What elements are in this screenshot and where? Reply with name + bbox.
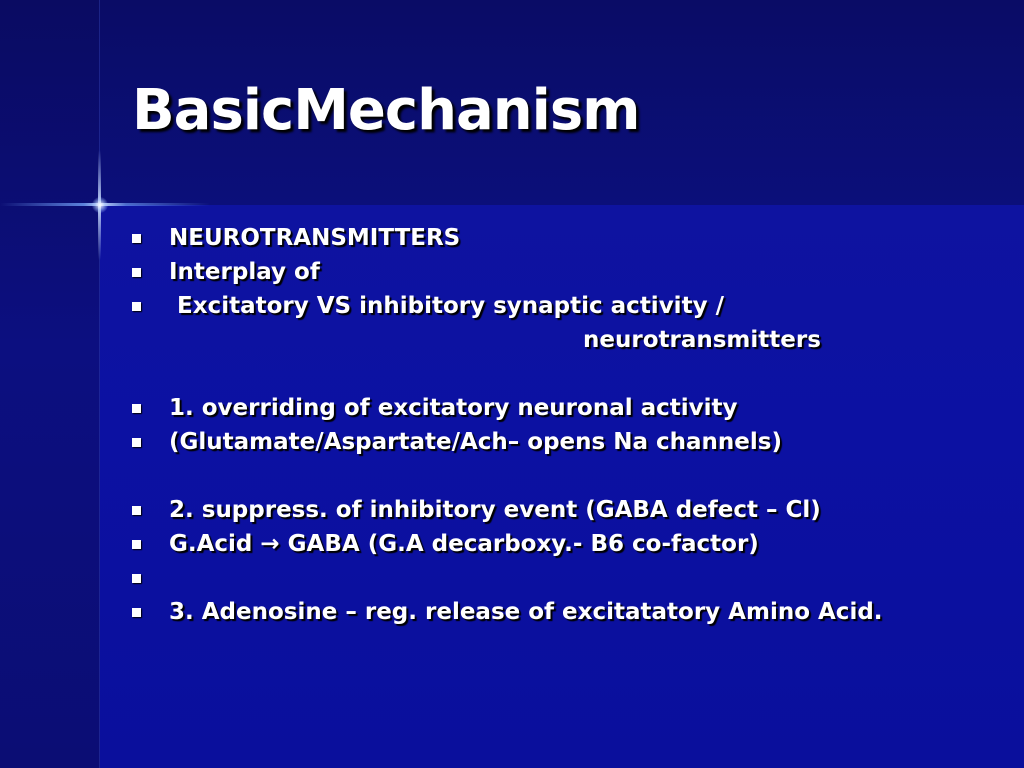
- bullet-item: [130, 255, 1000, 289]
- bullet-text: Excitatory VS inhibitory synaptic activity /: [169, 293, 724, 319]
- background-left-band: [0, 0, 100, 768]
- bullet-spacer: [130, 459, 1000, 493]
- bullet-text: 2. suppress. of inhibitory event (GABA defect – Cl): [169, 497, 821, 523]
- square-bullet-icon: [132, 404, 141, 413]
- bullet-item: [130, 595, 1000, 629]
- square-bullet-icon: [132, 268, 141, 277]
- bullet-text: G.Acid → GABA (G.A decarboxy.- B6 co-factor): [169, 531, 759, 557]
- bullet-continuation: [130, 323, 1000, 357]
- bullet-list: [130, 221, 1000, 629]
- bullet-item: [130, 425, 1000, 459]
- bullet-item: [130, 289, 1000, 323]
- bullet-item: [130, 221, 1000, 255]
- bullet-text: NEUROTRANSMITTERS: [169, 225, 461, 251]
- bullet-continuation-text: neurotransmitters: [583, 327, 821, 353]
- bullet-item-empty: [130, 561, 1000, 595]
- square-bullet-icon: [132, 608, 141, 617]
- bullet-text: (Glutamate/Aspartate/Ach– opens Na channels): [169, 429, 782, 455]
- divider-line: [99, 0, 100, 768]
- bullet-item: [130, 527, 1000, 561]
- bullet-item: [130, 391, 1000, 425]
- square-bullet-icon: [132, 574, 141, 583]
- bullet-text: 3. Adenosine – reg. release of excitatatory Amino Acid.: [169, 599, 883, 625]
- square-bullet-icon: [132, 302, 141, 311]
- square-bullet-icon: [132, 506, 141, 515]
- square-bullet-icon: [132, 234, 141, 243]
- square-bullet-icon: [132, 540, 141, 549]
- bullet-spacer: [130, 357, 1000, 391]
- bullet-text: Interplay of: [169, 259, 320, 285]
- square-bullet-icon: [132, 438, 141, 447]
- bullet-item: [130, 493, 1000, 527]
- bullet-text: 1. overriding of excitatory neuronal activity: [169, 395, 738, 421]
- slide-title: BasicMechanism: [132, 78, 640, 143]
- star-flare-icon: [92, 197, 108, 213]
